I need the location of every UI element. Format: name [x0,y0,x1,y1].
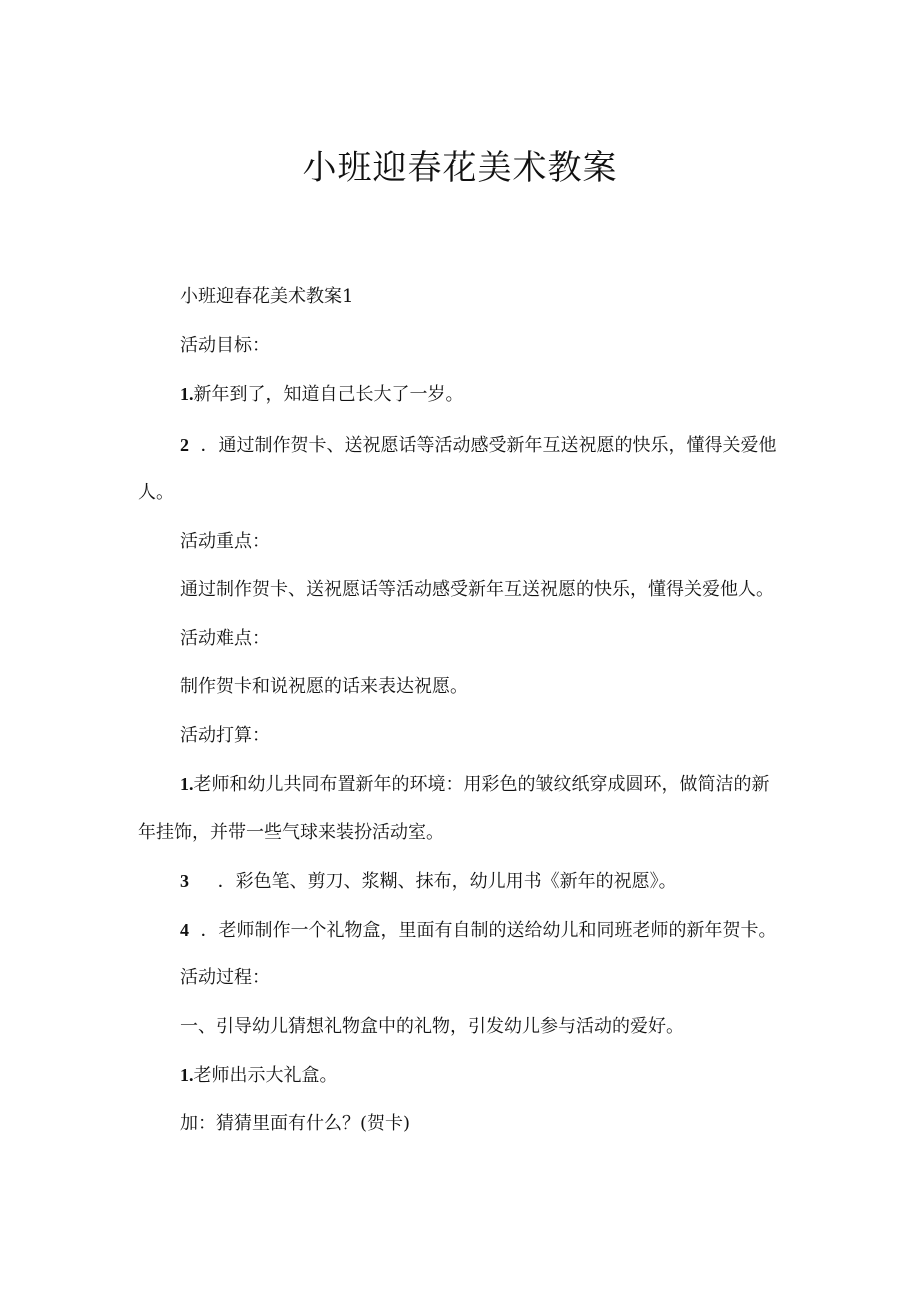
paragraph-line [180,1111,410,1137]
line-text: ．老师制作一个礼物盒，里面有自制的送给幼儿和同班老师的新年贺卡。 [200,920,777,941]
paragraph-line [138,820,444,846]
paragraph-line [180,674,468,700]
paragraph-line [180,1062,338,1089]
line-text: 制作贺卡和说祝愿的话来表达祝愿。 [180,676,468,697]
list-number: 2 [180,435,189,455]
line-text: 老师出示大礼盒。 [193,1065,338,1086]
list-number: 1. [180,384,194,404]
list-number: 1. [180,774,194,794]
paragraph-line [180,529,270,555]
paragraph-line [180,917,776,944]
line-text: ．通过制作贺卡、送祝愿话等活动感受新年互送祝愿的快乐，懂得关爱他 [200,435,777,456]
line-text: 小班迎春花美术教案1 [180,286,354,307]
paragraph-line [180,381,464,408]
paragraph-line [180,868,677,895]
paragraph-line [180,626,270,652]
line-text: 老师和幼儿共同布置新年的环境：用彩色的皱纹纸穿成圆环，做简洁的新 [193,774,770,795]
line-text: 新年到了，知道自己长大了一岁。 [193,384,464,405]
paragraph-line [180,333,270,359]
page-title: 小班迎春花美术教案 [302,148,618,188]
line-text: 一、引导幼儿猜想礼物盒中的礼物，引发幼儿参与活动的爱好。 [180,1016,684,1037]
paragraph-line [180,771,770,798]
list-number: 1. [180,1065,194,1085]
line-text: 人。 [138,482,174,503]
paragraph-line [180,1014,684,1040]
line-text: ．彩色笔、剪刀、浆糊、抹布，幼儿用书《新年的祝愿》。 [217,871,677,892]
line-text: 活动过程： [180,967,270,988]
list-number: 3 [180,871,189,891]
line-text: 活动重点： [180,531,270,552]
line-text: 活动目标： [180,335,270,356]
paragraph-line [180,723,270,749]
line-text: 活动难点： [180,628,270,649]
section-heading [180,284,353,310]
paragraph-line [180,577,774,603]
line-text: 通过制作贺卡、送祝愿话等活动感受新年互送祝愿的快乐，懂得关爱他人。 [180,579,774,600]
paragraph-line [138,480,174,506]
line-text: 活动打算： [180,725,270,746]
list-number: 4 [180,920,189,940]
paragraph-line [180,965,270,991]
line-text: 年挂饰，并带一些气球来装扮活动室。 [138,822,444,843]
line-text: 加：猜猜里面有什么？(贺卡) [180,1113,411,1134]
paragraph-line [180,432,776,459]
